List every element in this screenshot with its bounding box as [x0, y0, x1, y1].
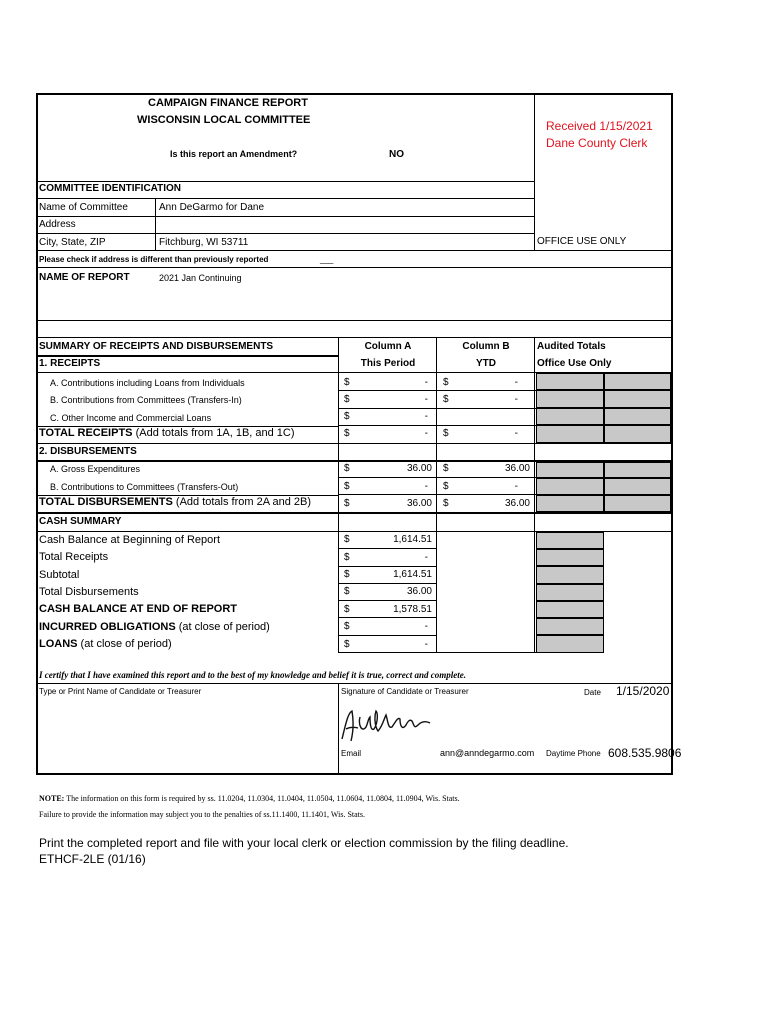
rule	[338, 635, 436, 636]
rule	[534, 337, 535, 653]
total-disbursements-ytd: 36.00	[504, 498, 530, 509]
loans-bold: LOANS	[39, 638, 78, 650]
total-receipts-ytd: -	[514, 428, 518, 439]
note-text: The information on this form is required by ss. 11.0204, 11.0304, 11.0404, 11.0504, 11.0604, 11.0804, 11.0904, Wis. Stats.	[64, 794, 460, 803]
rule	[36, 683, 672, 684]
address-change-checkbox[interactable]: ___	[320, 255, 334, 264]
receipts-c-label: C. Other Income and Commercial Loans	[50, 413, 212, 423]
report-name-value: 2021 Jan Continuing	[159, 273, 242, 283]
total-receipts-note: (Add totals from 1A, 1B, and 1C)	[132, 427, 295, 439]
receipts-b-period: -	[424, 394, 428, 405]
summary-heading: SUMMARY OF RECEIPTS AND DISBURSEMENTS	[39, 341, 274, 352]
phone-value: 608.535.9806	[608, 746, 682, 760]
cash-receipts-label: Total Receipts	[39, 551, 109, 563]
amendment-question: Is this report an Amendment?	[170, 149, 298, 159]
audit-cell	[604, 408, 671, 425]
form-border-bottom	[36, 773, 673, 775]
certification-statement: I certify that I have examined this report and to the best of my knowledge and belief it is true, correct and complete.	[39, 670, 466, 680]
rule	[36, 233, 534, 234]
dollar-sign: $	[344, 604, 350, 615]
office-use-header: Office Use Only	[537, 358, 612, 369]
rule	[36, 216, 534, 217]
rule	[338, 617, 436, 618]
dollar-sign: $	[344, 552, 350, 563]
loans-label	[39, 639, 172, 650]
form-subtitle: WISCONSIN LOCAL COMMITTEE	[137, 114, 311, 126]
rule	[36, 337, 672, 338]
dollar-sign: $	[443, 394, 449, 405]
city-value: Fitchburg, WI 53711	[159, 237, 249, 248]
dollar-sign: $	[344, 569, 350, 580]
cash-subtotal-value: 1,614.51	[393, 569, 432, 580]
signature-image	[338, 703, 438, 745]
cash-summary-heading: CASH SUMMARY	[39, 516, 122, 527]
rule	[36, 320, 672, 321]
audit-cell	[536, 425, 604, 443]
received-stamp-line1: Received 1/15/2021	[546, 119, 653, 133]
total-disbursements-bold: TOTAL DISBURSEMENTS	[39, 496, 173, 508]
print-name-label: Type or Print Name of Candidate or Treasurer	[39, 687, 202, 696]
committee-heading: COMMITTEE IDENTIFICATION	[39, 183, 182, 194]
dollar-sign: $	[443, 463, 449, 474]
total-disbursements-note: (Add totals from 2A and 2B)	[172, 496, 312, 508]
dollar-sign: $	[443, 428, 449, 439]
date-value: 1/15/2020	[616, 684, 670, 698]
received-stamp-line2: Dane County Clerk	[546, 136, 648, 150]
email-value: ann@anndegarmo.com	[440, 748, 535, 758]
audit-cell	[604, 495, 671, 512]
cash-subtotal-label: Subtotal	[39, 569, 80, 581]
audit-cell	[604, 425, 671, 443]
disbursements-a-label: A. Gross Expenditures	[50, 464, 141, 474]
audit-cell	[604, 462, 671, 478]
form-title: CAMPAIGN FINANCE REPORT	[148, 97, 308, 109]
dollar-sign: $	[344, 586, 350, 597]
dollar-sign: $	[344, 394, 350, 405]
receipts-a-period: -	[424, 377, 428, 388]
audit-cell	[604, 373, 671, 390]
rule	[36, 198, 534, 199]
audit-cell	[536, 478, 604, 495]
rule	[155, 198, 156, 251]
total-receipts-bold: TOTAL RECEIPTS	[39, 427, 133, 439]
cash-disbursements-label: Total Disbursements	[39, 586, 139, 598]
incurred-obligations-note: (at close of period)	[175, 621, 270, 633]
receipts-heading: 1. RECEIPTS	[39, 358, 101, 369]
total-disbursements-period: 36.00	[406, 498, 432, 509]
form-border-left	[36, 93, 38, 775]
email-label: Email	[341, 749, 362, 758]
audit-cell	[536, 390, 604, 408]
note-bold: NOTE:	[39, 794, 65, 803]
cash-disbursements-value: 36.00	[406, 586, 432, 597]
rule	[338, 600, 436, 601]
audit-cell	[536, 549, 604, 566]
cash-begin-value: 1,614.51	[393, 534, 432, 545]
dollar-sign: $	[344, 377, 350, 388]
audit-cell	[536, 566, 604, 584]
date-label: Date	[584, 688, 601, 697]
column-b-header: Column B	[462, 341, 510, 352]
rule	[36, 512, 672, 514]
column-b-subheader: YTD	[476, 358, 496, 369]
audit-cell	[536, 373, 604, 390]
legal-note	[39, 795, 460, 803]
phone-label: Daytime Phone	[546, 749, 601, 758]
disbursements-b-period: -	[424, 481, 428, 492]
dollar-sign: $	[344, 411, 350, 422]
dollar-sign: $	[443, 481, 449, 492]
report-name-label: NAME OF REPORT	[39, 272, 130, 283]
rule	[36, 181, 534, 182]
rule	[338, 548, 436, 549]
rule	[36, 250, 672, 251]
cash-receipts-value: -	[424, 552, 428, 563]
disbursements-b-label: B. Contributions to Committees (Transfers-Out)	[50, 482, 239, 492]
incurred-obligations-value: -	[424, 621, 428, 632]
disbursements-b-ytd: -	[514, 481, 518, 492]
penalty-note: Failure to provide the information may subject you to the penalties of ss.11.1400, 11.1401, Wis. Stats.	[39, 810, 366, 819]
total-receipts-label	[39, 428, 295, 439]
rule	[338, 337, 339, 653]
audit-cell	[604, 390, 671, 408]
signature-label: Signature of Candidate or Treasurer	[341, 687, 469, 696]
audit-cell	[536, 584, 604, 601]
column-a-subheader: This Period	[360, 358, 416, 369]
dollar-sign: $	[443, 498, 449, 509]
audit-cell	[604, 478, 671, 495]
rule	[338, 477, 536, 478]
form-border-top	[36, 93, 673, 95]
dollar-sign: $	[344, 498, 350, 509]
rule	[338, 408, 536, 409]
receipts-a-ytd: -	[514, 377, 518, 388]
rule	[338, 652, 536, 653]
dollar-sign: $	[344, 639, 350, 650]
rule	[338, 425, 536, 426]
incurred-obligations-bold: INCURRED OBLIGATIONS	[39, 621, 176, 633]
disbursements-a-ytd: 36.00	[504, 463, 530, 474]
dollar-sign: $	[344, 534, 350, 545]
audit-cell	[536, 635, 604, 653]
audit-cell	[536, 532, 604, 549]
rule	[338, 583, 436, 584]
cash-end-label: CASH BALANCE AT END OF REPORT	[39, 603, 237, 615]
cash-begin-label: Cash Balance at Beginning of Report	[39, 534, 221, 546]
committee-name-label: Name of Committee	[39, 202, 128, 213]
dollar-sign: $	[443, 377, 449, 388]
receipts-a-label: A. Contributions including Loans from Individuals	[50, 378, 245, 388]
receipts-b-label: B. Contributions from Committees (Transfers-In)	[50, 395, 242, 405]
audit-cell	[536, 462, 604, 478]
incurred-obligations-label	[39, 622, 270, 633]
audited-totals-header: Audited Totals	[537, 341, 606, 352]
address-change-note: Please check if address is different than previously reported	[39, 255, 269, 264]
audit-cell	[536, 601, 604, 618]
audit-cell	[536, 408, 604, 425]
rule	[36, 443, 672, 444]
column-a-header: Column A	[364, 341, 412, 352]
office-use-divider	[534, 93, 535, 251]
dollar-sign: $	[344, 481, 350, 492]
dollar-sign: $	[344, 463, 350, 474]
receipts-c-period: -	[424, 411, 428, 422]
committee-name-value: Ann DeGarmo for Dane	[159, 202, 265, 213]
amendment-value: NO	[389, 149, 404, 160]
audit-cell	[536, 618, 604, 635]
city-label: City, State, ZIP	[39, 237, 106, 248]
cash-end-value: 1,578.51	[393, 604, 432, 615]
dollar-sign: $	[344, 428, 350, 439]
rule	[36, 267, 672, 268]
disbursements-a-period: 36.00	[406, 463, 432, 474]
dollar-sign: $	[344, 621, 350, 632]
address-label: Address	[39, 219, 76, 230]
rule	[338, 566, 436, 567]
form-border-right	[671, 93, 673, 775]
office-use-only: OFFICE USE ONLY	[537, 236, 627, 247]
loans-value: -	[424, 639, 428, 650]
loans-note: (at close of period)	[77, 638, 172, 650]
rule	[36, 355, 338, 357]
total-disbursements-label	[39, 497, 311, 508]
form-id: ETHCF-2LE (01/16)	[39, 852, 146, 866]
audit-cell	[536, 495, 604, 512]
disbursements-heading: 2. DISBURSEMENTS	[39, 446, 137, 457]
receipts-b-ytd: -	[514, 394, 518, 405]
rule	[436, 337, 437, 653]
filing-instructions: Print the completed report and file with your local clerk or election commission by the filing deadline.	[39, 836, 569, 850]
total-receipts-period: -	[424, 428, 428, 439]
